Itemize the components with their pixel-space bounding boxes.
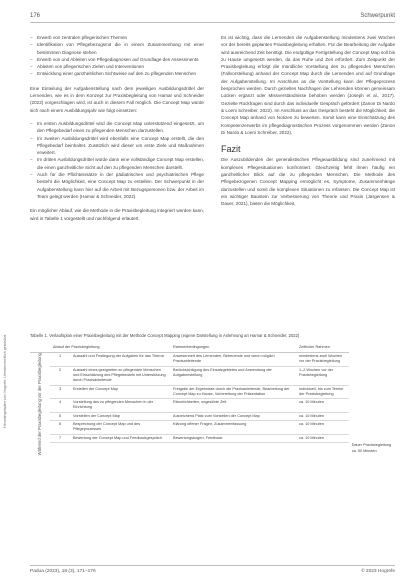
paragraph: Ein möglicher Ablauf, wie die Methode in die Praxisbegleitung integriert werden kann, wird in Tabelle 1 vorgestellt und nachfolgend erläutert. (30, 208, 204, 221)
row-number: 6 (50, 421, 70, 435)
phase-label: Vor der Praxisbegleitung (37, 353, 43, 399)
header-zeit: Zeitlicher Rahmen (296, 342, 349, 353)
right-column (221, 34, 395, 214)
cell-ablauf: Auswahl und Festlegung der Aufgaben für das Thema (70, 353, 170, 367)
row-number: 3 (50, 385, 70, 399)
table-row (30, 434, 395, 442)
cell-ablauf: Auswahl eines geeigneten zu pflegenden Menschen und Einschätzung des Pflegebedarfs mit Unterstützung durch Praxisanleitende (70, 366, 170, 385)
table-total-row (30, 442, 395, 455)
cell-rahmen: Anwesenheit des Lernenden, Betreuende und wenn möglich Praxisanleitende (170, 353, 296, 367)
cell-ablauf: Vorstellung des zu pflegenden Menschen in der Einrichtung (70, 399, 170, 413)
cell-zeit: individuell, bis zum Termin der Praxisbegleitung (296, 385, 349, 399)
bullet-list-mid (30, 120, 204, 200)
cell-rahmen: Klärung offener Fragen, Zusammenfassung (170, 421, 296, 435)
header-ablauf: Ablauf der Praxisbegleitung (50, 342, 170, 353)
table-row (30, 412, 395, 420)
cell-rahmen: Ausreichend Platz zum Vorstellen der Concept Map (170, 412, 296, 420)
cell-ablauf: Vorstellen der Concept Map (70, 412, 170, 420)
cell-zeit: ca. 10 Minuten (296, 434, 349, 442)
table-row (30, 366, 395, 385)
list-item: – Erwerb von und Ableiten von Pflegediagnosen auf Grundlage des Assessments (30, 56, 204, 63)
list-item: – Ableiten von pflegerischen Zielen und Interventionen (30, 63, 204, 70)
cell-rahmen: Freigabe der Ergebnisse durch die Praxisanleitende, Bearbeitung der Concept Map zu Hause, Vorbereitung der Präsentation (170, 385, 296, 399)
header-rahmen: Rahmenbedingungen (170, 342, 296, 353)
row-number: 7 (50, 434, 70, 442)
total-spacer (50, 442, 70, 455)
total-duration: Dauer Praxisbegleitung ca. 50 Minuten (351, 443, 392, 453)
row-number: 2 (50, 366, 70, 385)
row-number: 4 (50, 399, 70, 413)
list-item: – Entwicklung einer ganzheitlichen Sichtweise auf den zu pflegenden Menschen (30, 70, 204, 77)
table-caption: Tabelle 1. Verlaufsplan einer Praxisbegleitung mit der Methode Concept Mapping (eigene Darstellung in Anlehnung an Hamar & Schneider, 2022) (30, 333, 300, 338)
cell-rahmen: Räumlichkeiten, ungestörte Zeit (170, 399, 296, 413)
table-row (30, 421, 395, 435)
cell-zeit: mindestens zwei Wochen vor der Praxisbegleitung (296, 353, 349, 367)
list-item: – Im zweiten Ausbildungsdrittel wird ebenfalls eine Concept Map erstellt, die den Pflegebedarf beinhaltet. Zusätzlich wird dieser um erste Ziele und Maßnahmen erweitert. (30, 135, 204, 157)
bullet-list-top (30, 34, 204, 78)
phase-cell (30, 353, 50, 399)
list-item: – Identifikation von Pflegebezugsmit die in einem Zusammenhang mit einer bestimmten Diagnose stehen (30, 41, 204, 56)
paragraph: Eine Einteilung der Aufgabenstellung nach dem jeweiligen Ausbildungsdrittel der Lernenden, wie es in dem Konzept zur Praxisbegleitung von Hamar und Schneider (2022) vorgeschlagen wird, ist auch in diesem Fall möglich. Die Concept Map würde sich nach einem Ausbildungsjahr wie folgt einsetzen: (30, 85, 204, 113)
section-title: Schwerpunkt (360, 13, 395, 19)
list-item: – Im ersten Ausbildungsdrittel wird die Concept Map unterstützend eingesetzt, um den Pflegebedarf eines zu pflegenden Menschen darzustellen. (30, 120, 204, 135)
cell-zeit: ca. 10 Minuten (296, 412, 349, 420)
section-heading: Fazit (221, 144, 241, 155)
phase-cell (30, 399, 50, 455)
cell-zeit: ca. 10 Minuten (296, 421, 349, 435)
paragraph: Es ist wichtig, dass die Lernenden die Aufgabenstellung mindestens zwei Wochen vor der bereits geplanten Praxisbegleitung erhalten. Für die Bearbeitung der Aufgabe wird ausreichend Zeit benötigt. Die endgültige Fertigstellung der Concept Map soll bis zu Hause umgesetzt werden, da das Ruhe und Zeit erfordert. Zum Zeitpunkt der Praxisbegleitung erfolgt die mündliche Vorstellung des zu pflegenden Menschen (Fallvorstellung) anhand der Concept Map durch die Lernenden und auf Grundlage der Aufgabenstellung. Im Anschluss an die Vorstellung kann der Pflegeprozess besprochen werden. Durch gezieltes Nachfragen der Lehrenden können gemeinsam Lücken ergänzt oder Missverständnisse behoben werden (Joseph et al., 2017). Gezielte Rückfragen sind durch das individuelle Gespräch gefördert (Zanon Di Nardo & Loeni Schreiber, 2022). Im Anschluss an das Gespräch besteht die Möglichkeit, die Concept Map anhand von Notizen zu bewerten. Somit kann eine Einschätzung des Kompetenzerwerbs im pflegediagnostischen Prozess vorgenommen werden (Zanon Di Nardo & Loeni Schreiber, 2022). (221, 35, 395, 135)
copyright: © 2023 Hogrefe (361, 569, 395, 574)
footer-rule (30, 565, 395, 566)
left-column (30, 34, 204, 228)
table-row (30, 385, 395, 399)
paragraph: Die Auszubildenden der generalistischen Pflegeausbildung sind zunehmend mit komplexen Pflegesituationen konfrontiert. Gleichzeitig fehlt ihnen häufig ein ganzheitlicher Blick auf die zu pflegenden Menschen. Die Methode des Pflegebezogenen Concept Mapping ermöglicht es, Symptome, Zusammenhänge darzustellen und somit die komplexen Situationen zu erfassen. Die Concept Map ist ein wichtiger Baustein zur Verbesserung von Theorie und Praxis (Jørgensen & Dauer, 2021), bieten die Möglichkeit, (221, 157, 395, 207)
journal-citation: Padua (2023), 18 (3), 171–176 (30, 569, 96, 574)
cell-rahmen: Bewertungsbogen, Feedback (170, 434, 296, 442)
list-item: – Im dritten Ausbildungsdrittel würde dann eine vollständige Concept Map erstellen, die einen ganzheitliche Sicht auf den zu pflegenden Menschen darstellt. (30, 156, 204, 171)
table-header-row (30, 342, 395, 353)
cell-ablauf: Besprechung der Concept Map und des Pflegeprozesses (70, 421, 170, 435)
cell-ablauf: Bewertung der Concept Map und Feedbackgespräch (70, 434, 170, 442)
cell-zeit: 1–2 Wochen vor der Praxisbegleitung (296, 366, 349, 385)
page-number: 176 (30, 13, 41, 19)
header-spacer (30, 342, 50, 353)
row-number: 5 (50, 412, 70, 420)
table-row (30, 353, 395, 367)
list-item: – Auch für die Pflichteinsätze in der pädiatrischen und psychiatrischen Pflege besteht die Möglichkeit, eine Concept Map zu erstellen. Der Schwerpunkt in der Aufgabenstellung kann hier auf die Arbeit mit Bezugspersonen bzw. der Arbeit im Team gelegt werden (Hamar & Schneider, 2022). (30, 171, 204, 200)
row-number: 1 (50, 353, 70, 367)
cell-ablauf: Erstellen der Concept Map (70, 385, 170, 399)
side-watermark: Heruntergeladen von: Hogrefe. Urheberrechtlich geschützt. (3, 333, 7, 428)
table-row (30, 399, 395, 413)
header-rule (30, 22, 395, 23)
cell-rahmen: Berücksichtigung des Einsatzgebietes und Anwendung der Aufgabenstellung (170, 366, 296, 385)
list-item: – Erwerb von zentralen pflegerischen Themen (30, 34, 204, 41)
schedule-table (30, 342, 395, 455)
total-spacer (70, 442, 349, 455)
cell-zeit: ca. 10 Minuten (296, 399, 349, 413)
phase-label: Während der Praxisbegleitung (37, 398, 43, 455)
